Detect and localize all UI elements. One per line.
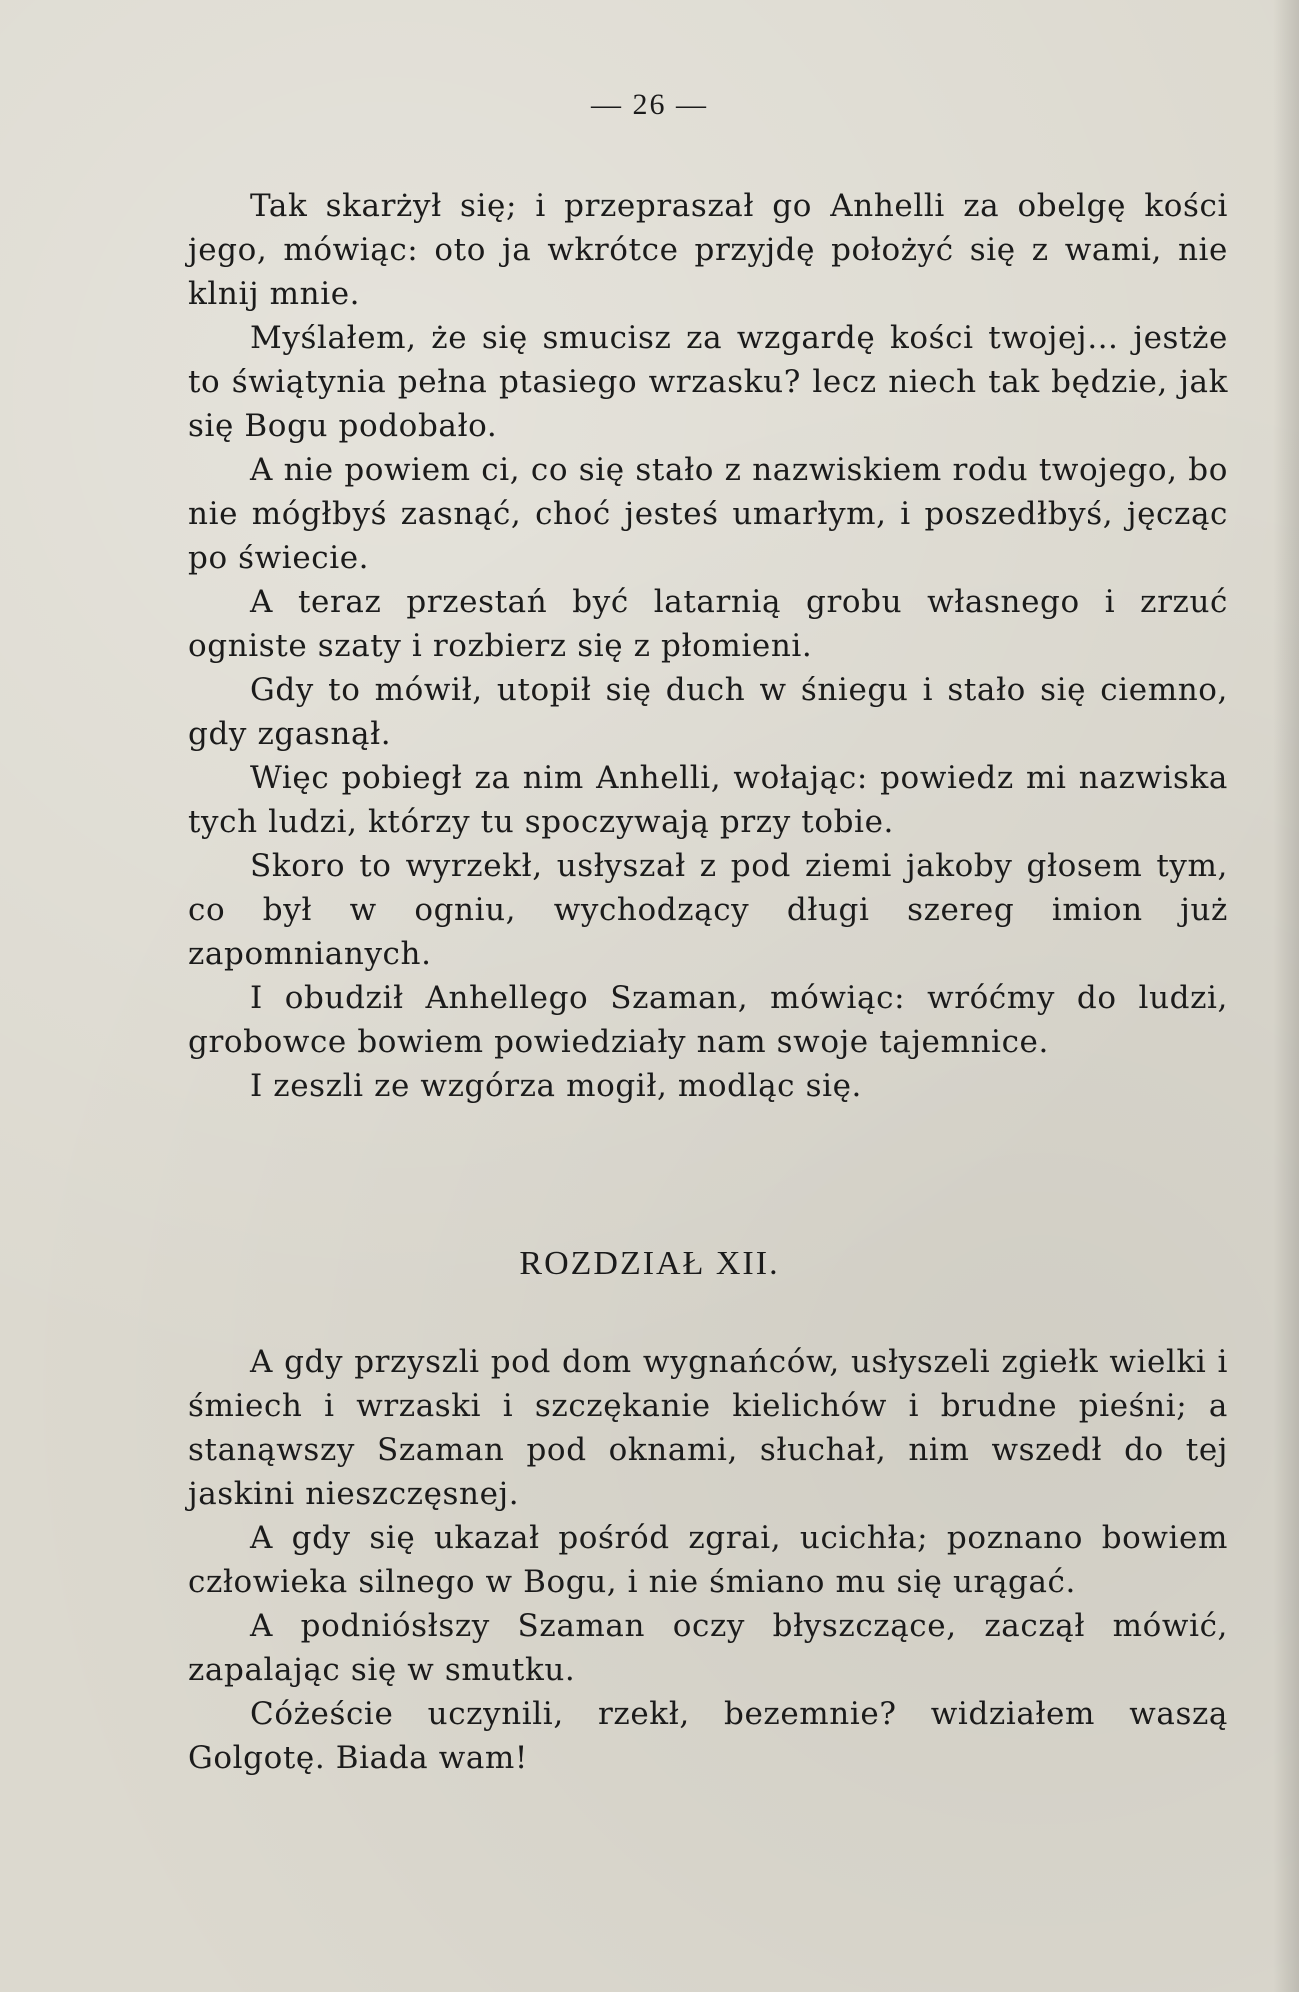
paragraph: A teraz przestań być latarnią grobu własnego i zrzuć ogniste szaty i rozbierz się z płomieni. — [188, 584, 1228, 664]
paragraph: A nie powiem ci, co się stało z nazwiskiem rodu twojego, bo nie mógłbyś zasnąć, choć jesteś umarłym, i poszedłbyś, jęcząc po świecie. — [188, 452, 1228, 576]
paragraph: A gdy się ukazał pośród zgrai, ucichła; poznano bowiem człowieka silnego w Bogu, i nie śmiano mu się urągać. — [188, 1520, 1228, 1600]
paragraph: Gdy to mówił, utopił się duch w śniegu i stało się ciemno, gdy zgasnął. — [188, 672, 1228, 752]
paragraph: Więc pobiegł za nim Anhelli, wołając: powiedz mi nazwiska tych ludzi, którzy tu spoczywają przy tobie. — [188, 760, 1228, 840]
paragraph: Cóżeście uczynili, rzekł, bezemnie? widziałem waszą Golgotę. Biada wam! — [188, 1696, 1228, 1776]
paragraph: A gdy przyszli pod dom wygnańców, usłyszeli zgiełk wielki i śmiech i wrzaski i szczękanie kielichów i brudne pieśni; a stanąwszy Szaman pod oknami, słuchał, nim wszedł do tej jaskini nieszczęsnej. — [188, 1344, 1228, 1512]
text-section-1 — [188, 184, 1228, 1108]
paragraph: Skoro to wyrzekł, usłyszał z pod ziemi jakoby głosem tym, co był w ogniu, wychodzący długi szereg imion już zapomnianych. — [188, 848, 1228, 972]
paragraph: Myślałem, że się smucisz za wzgardę kości twojej… jestże to świątynia pełna ptasiego wrzasku? lecz niech tak będzie, jak się Bogu podobało. — [188, 320, 1228, 444]
paragraph: Tak skarżył się; i przepraszał go Anhelli za obelgę kości jego, mówiąc: oto ja wkrótce przyjdę położyć się z wami, nie klnij mnie. — [188, 188, 1228, 312]
paragraph: A podniósłszy Szaman oczy błyszczące, zaczął mówić, zapalając się w smutku. — [188, 1608, 1228, 1688]
paragraph: I obudził Anhellego Szaman, mówiąc: wróćmy do ludzi, grobowce bowiem powiedziały nam swoje tajemnice. — [188, 980, 1228, 1060]
chapter-heading: ROZDZIAŁ XII. — [519, 1245, 780, 1282]
paragraph: I zeszli ze wzgórza mogił, modląc się. — [250, 1068, 863, 1104]
page-number: — 26 — — [591, 88, 708, 121]
text-section-2 — [188, 1340, 1228, 1780]
